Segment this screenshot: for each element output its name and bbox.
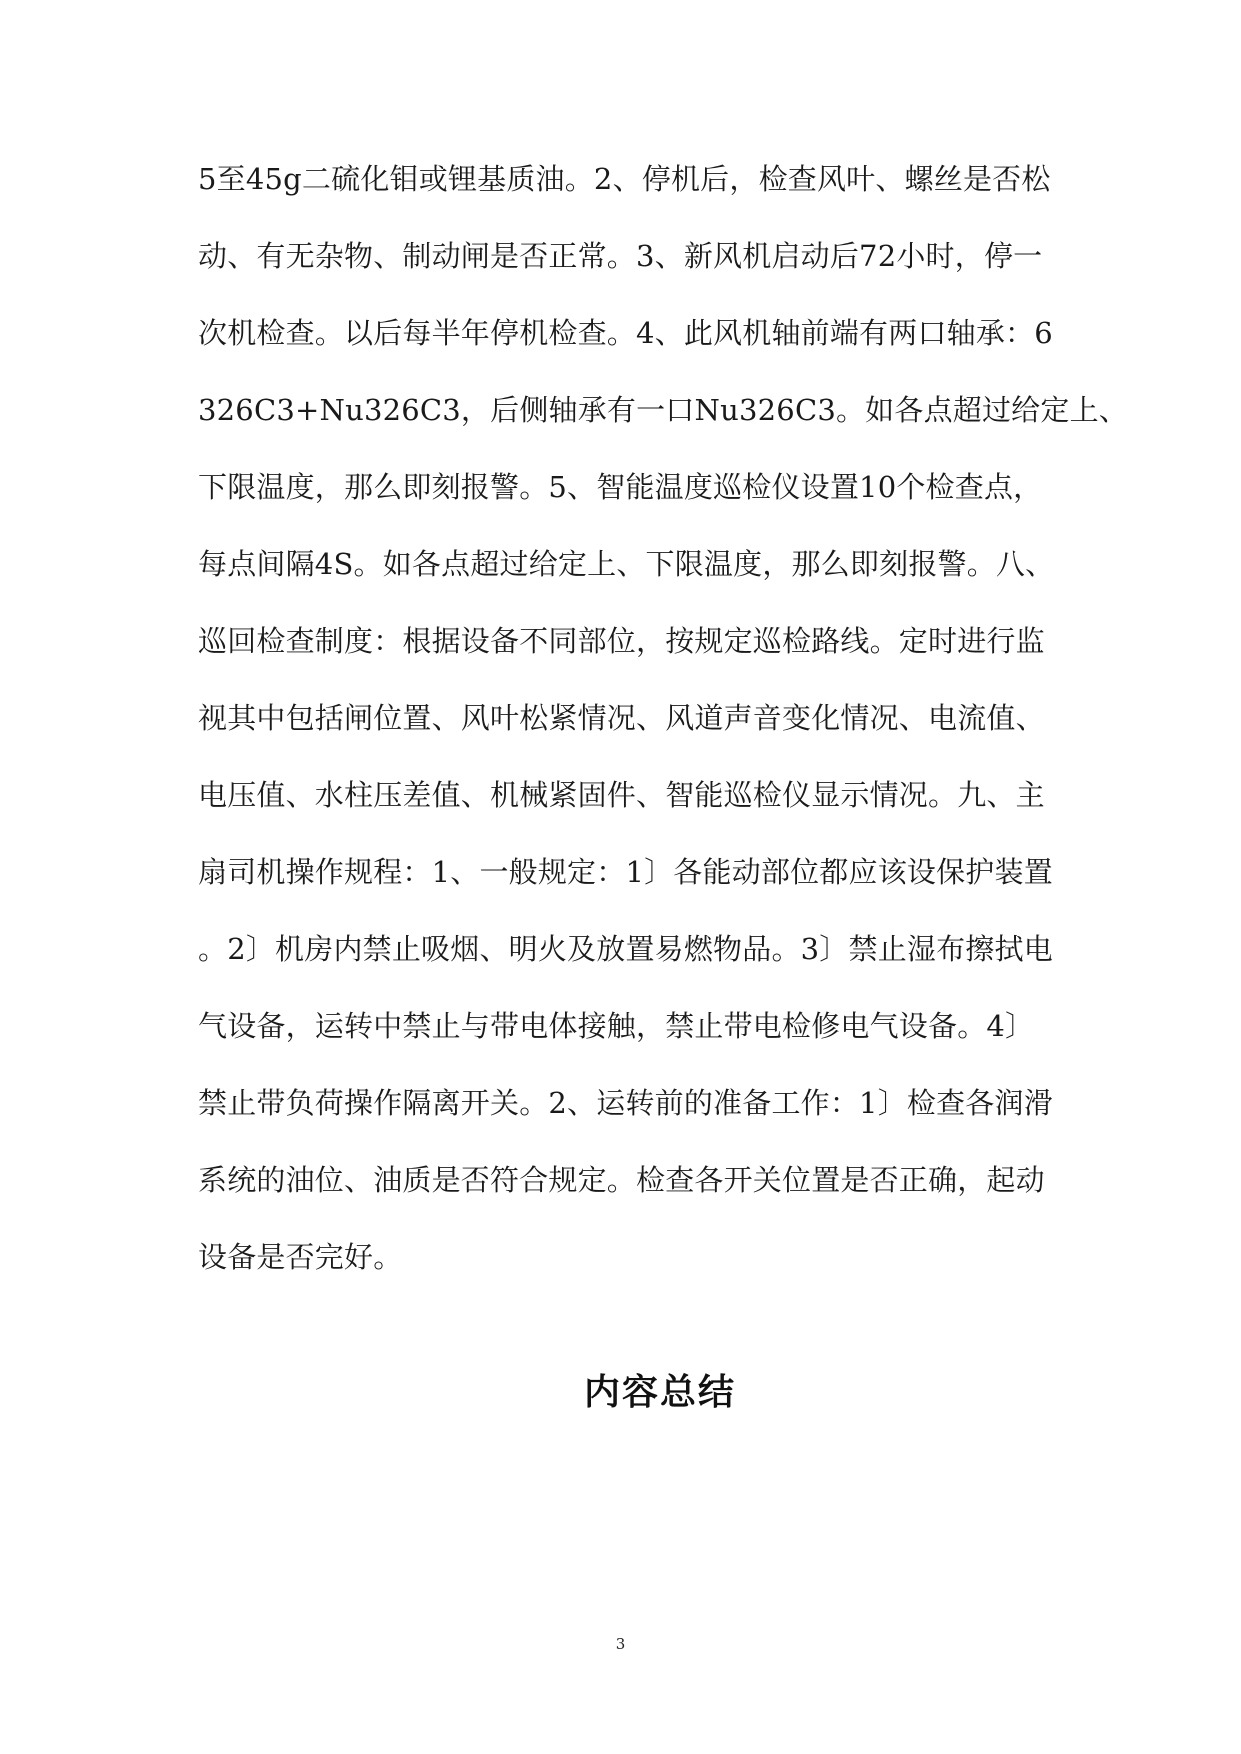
text-line: 巡回检查制度：根据设备不同部位，按规定巡检路线。定时进行监 bbox=[198, 624, 1045, 658]
page-number: 3 bbox=[615, 1635, 626, 1653]
body-text bbox=[198, 156, 1128, 1311]
text-line: 扇司机操作规程：1、一般规定：1〕各能动部位都应该设保护装置 bbox=[198, 855, 1053, 889]
text-line: 5至45g二硫化钼或锂基质油。2、停机后，检查风叶、螺丝是否松 bbox=[198, 162, 1051, 196]
text-line: 系统的油位、油质是否符合规定。检查各开关位置是否正确，起动 bbox=[198, 1163, 1045, 1197]
text-line: 次机检查。以后每半年停机检查。4、此风机轴前端有两口轴承：6 bbox=[198, 316, 1053, 350]
text-line: 动、有无杂物、制动闸是否正常。3、新风机启动后72小时，停一 bbox=[198, 239, 1043, 273]
text-line: 326C3+Nu326C3，后侧轴承有一口Nu326C3。如各点超过给定上、 bbox=[198, 393, 1128, 427]
text-line: 气设备，运转中禁止与带电体接触，禁止带电检修电气设备。4〕 bbox=[198, 1009, 1035, 1043]
text-line: 。2〕机房内禁止吸烟、明火及放置易燃物品。3〕禁止湿布擦拭电 bbox=[198, 932, 1053, 966]
text-line: 设备是否完好。 bbox=[198, 1240, 403, 1274]
text-line: 电压值、水柱压差值、机械紧固件、智能巡检仪显示情况。九、主 bbox=[198, 778, 1045, 812]
text-line: 下限温度，那么即刻报警。5、智能温度巡检仪设置10个检查点， bbox=[198, 470, 1043, 504]
text-line: 视其中包括闸位置、风叶松紧情况、风道声音变化情况、电流值、 bbox=[198, 701, 1045, 735]
text-line: 禁止带负荷操作隔离开关。2、运转前的准备工作：1〕检查各润滑 bbox=[198, 1086, 1053, 1120]
text-line: 每点间隔4S。如各点超过给定上、下限温度，那么即刻报警。八、 bbox=[198, 547, 1055, 581]
section-title: 内容总结 bbox=[583, 1372, 736, 1413]
